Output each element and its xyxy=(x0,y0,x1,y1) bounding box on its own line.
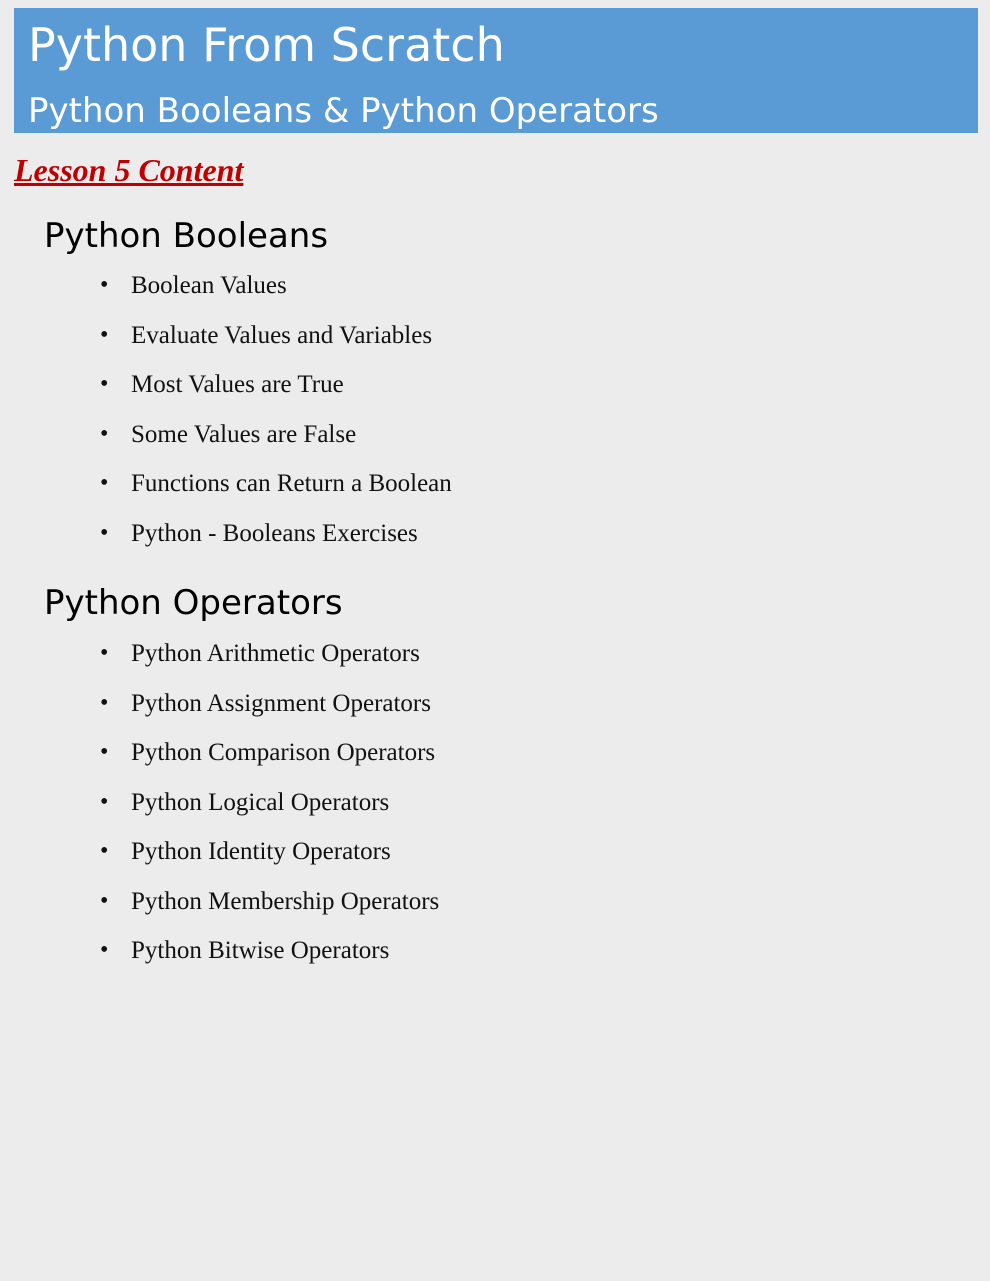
document-subtitle: Python Booleans & Python Operators xyxy=(28,91,659,131)
bullet-icon: • xyxy=(100,739,109,765)
bullet-icon: • xyxy=(100,788,109,815)
bullet-icon: • xyxy=(100,470,109,496)
bullet-icon: • xyxy=(100,838,109,864)
document-title: Python From Scratch xyxy=(28,18,505,72)
bullet-icon: • xyxy=(100,640,109,666)
bullet-icon: • xyxy=(100,887,109,914)
bullet-icon: • xyxy=(100,937,109,963)
lesson-heading: Lesson 5 Content xyxy=(14,152,244,188)
bullet-icon: • xyxy=(100,272,109,298)
section-title-operators: Python Operators xyxy=(44,583,343,623)
bullet-icon: • xyxy=(100,371,109,397)
bullet-icon: • xyxy=(100,689,109,716)
bullet-icon: • xyxy=(100,420,109,447)
section-title-booleans: Python Booleans xyxy=(44,216,329,256)
bullet-icon: • xyxy=(100,321,109,348)
title-banner xyxy=(14,8,978,133)
bullet-icon: • xyxy=(100,519,109,546)
